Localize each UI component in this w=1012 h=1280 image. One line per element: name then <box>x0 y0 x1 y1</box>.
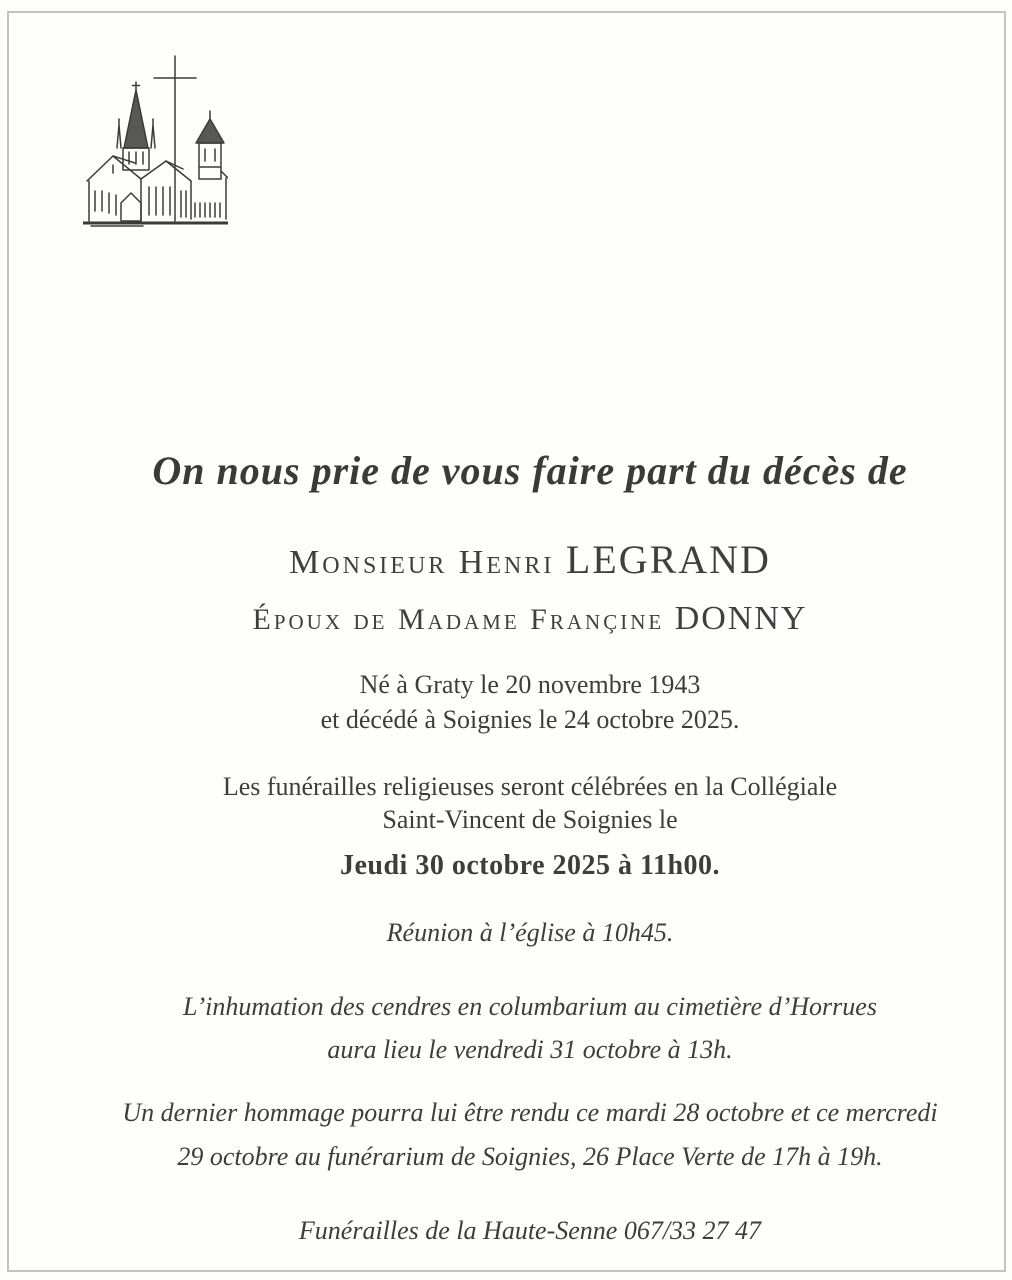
birth-line: Né à Graty le 20 novembre 1943 <box>359 670 701 699</box>
deceased-name <box>24 537 1012 583</box>
service-line-1: Les funérailles religieuses seront célébrées en la Collégiale <box>222 772 838 801</box>
intro-line: On nous prie de vous faire part du décès de <box>152 448 908 493</box>
spouse-name <box>24 599 1012 638</box>
homage-line-1: Un dernier hommage pourra lui être rendu ce mardi 28 octobre et ce mercredi <box>122 1098 938 1127</box>
deceased-prefix: Monsieur Henri <box>289 544 566 581</box>
death-line: et décédé à Soignies le 24 octobre 2025. <box>320 705 740 734</box>
interment-line-2: aura lieu le vendredi 31 octobre à 13h. <box>327 1035 733 1064</box>
service-line-2: Saint-Vincent de Soignies le <box>382 805 678 834</box>
funeral-home-line: Funérailles de la Haute-Senne 067/33 27 47 <box>298 1216 762 1245</box>
meeting-line: Réunion à l’église à 10h45. <box>386 918 674 947</box>
homage-line-2: 29 octobre au funérarium de Soignies, 26 Place Verte de 17h à 19h. <box>177 1142 883 1171</box>
deceased-surname: LEGRAND <box>565 537 771 582</box>
service-datetime: Jeudi 30 octobre 2025 à 11h00. <box>339 850 721 881</box>
spouse-surname: DONNY <box>674 600 808 637</box>
spouse-prefix: Époux de Madame Françine <box>252 603 675 636</box>
interment-line-1: L’inhumation des cendres en columbarium au cimetière d’Horrues <box>183 992 877 1021</box>
church-illustration <box>83 53 228 228</box>
